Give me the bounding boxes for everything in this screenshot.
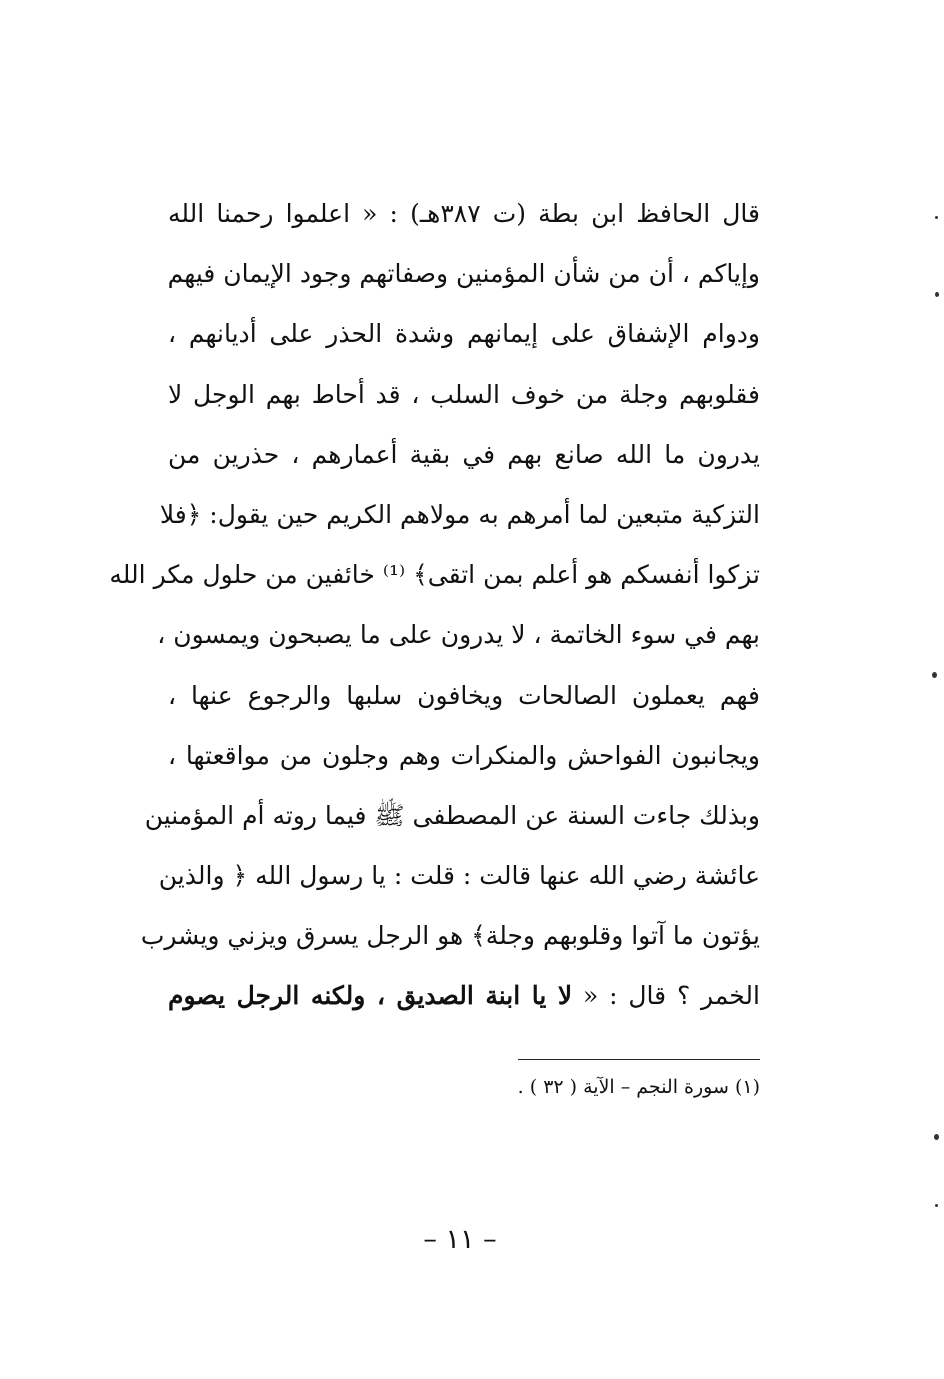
text-line-8: بهم في سوء الخاتمة ، لا يدرون على ما يصبحون ويمسون ، [157,620,760,650]
text-line-7: تزكوا أنفسكم هو أعلم بمن اتقى﴾ ⁽¹⁾ خائفين من حلول مكر الله [109,560,760,590]
last-line-bold: لا يا ابنة الصديق ، ولكنه الرجل يصوم [168,981,573,1011]
last-line-plain: الخمر ؟ قال : « [583,981,760,1011]
footnote: (١) سورة النجم – الآية ( ٣٢ ) . [517,1076,760,1098]
footnote-divider [518,1059,760,1060]
scan-speck [935,216,938,219]
text-line-13: يؤتون ما آتوا وقلوبهم وجلة﴾ هو الرجل يسرق ويزني ويشرب [140,921,760,951]
text-line-9: فهم يعملون الصالحات ويخافون سلبها والرجوع عنها ، [168,680,760,710]
text-line-6: التزكية متبعين لما أمرهم به مولاهم الكريم حين يقول: ﴿فلا [159,499,760,529]
scan-speck [935,292,939,297]
text-line-12: عائشة رضي الله عنها قالت : قلت : يا رسول الله ﴿ والذين [158,861,760,891]
text-line-5: يدرون ما الله صانع بهم في بقية أعمارهم ، حذرين من [168,439,760,469]
scan-speck [935,1204,938,1207]
text-line-4: فقلوبهم وجلة من خوف السلب ، قد أحاط بهم الوجل لا [168,379,760,409]
scan-speck [932,672,937,678]
page-number: – ١١ – [423,1224,497,1255]
text-line-1: قال الحافظ ابن بطة (ت ٣٨٧هـ) : « اعلموا رحمنا الله [168,199,760,228]
body-text [109,184,760,1027]
scan-speck [934,1134,939,1140]
text-line-3: ودوام الإشفاق على إيمانهم وشدة الحذر على أديانهم ، [168,319,760,349]
text-line-10: ويجانبون الفواحش والمنكرات وهم وجلون من مواقعتها ، [168,740,760,770]
text-line-14 [168,966,760,1026]
text-line-11: وبذلك جاءت السنة عن المصطفى ﷺ فيما روته أم المؤمنين [144,800,760,830]
text-line-2: وإياكم ، أن من شأن المؤمنين وصفاتهم وجود الإيمان فيهم [167,259,760,289]
